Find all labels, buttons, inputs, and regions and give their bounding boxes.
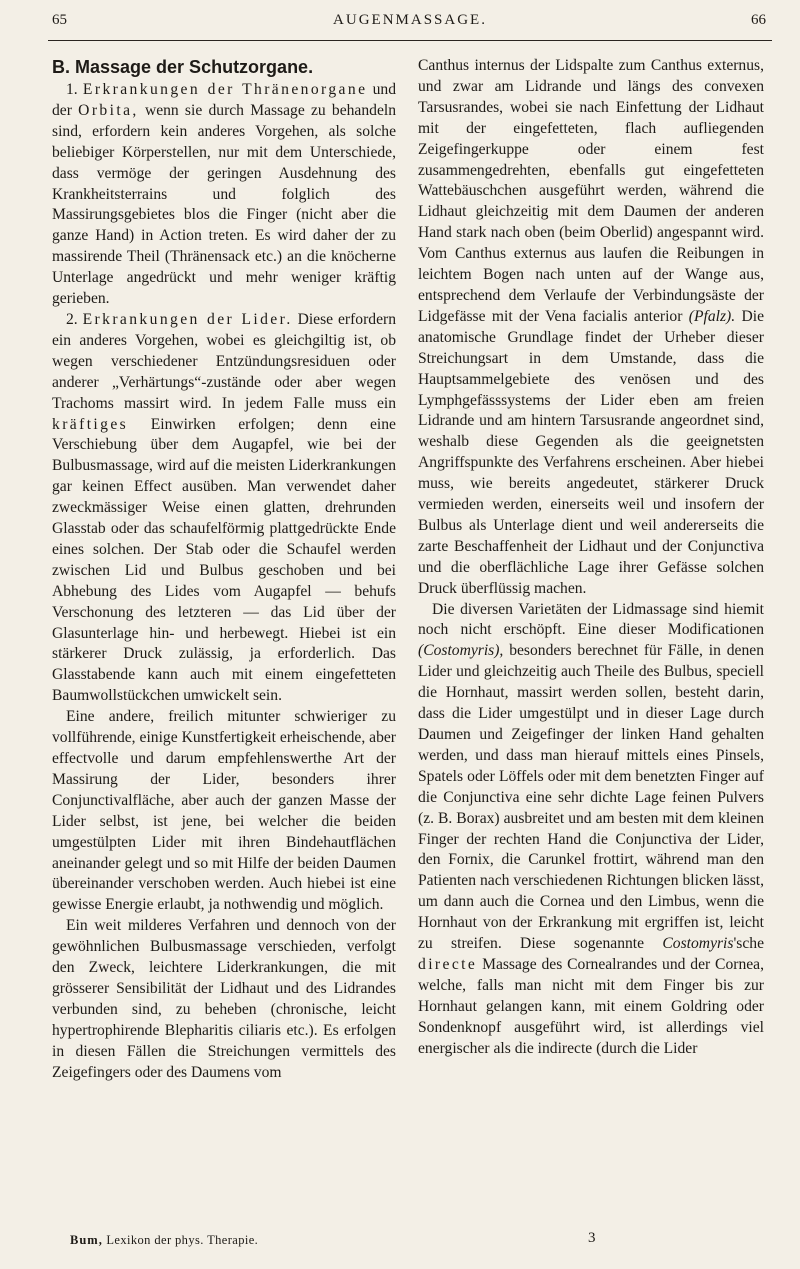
sheet-signature: 3 bbox=[588, 1230, 596, 1246]
paragraph-text: 'sche bbox=[733, 935, 764, 953]
paragraph-text: wenn sie durch Massage zu behandeln sind, erfordern kein anderes Vorgehen, als solche beliebiger Körperstellen, nur mit dem Unterschiede, dass vermöge der geringen Ausdehnung des Krankheitsterrains und folglich des Massirungsgebietes blos die Finger (nicht aber die ganze Hand) in Action treten. Es wird daher der zu massirende Theil (Thränensack etc.) an die knöcherne Unterlage angedrückt und mehr weniger kräftig gerieben. bbox=[52, 101, 397, 308]
citation: Costomyris bbox=[662, 935, 734, 953]
paragraph-thraenenorgane bbox=[52, 80, 396, 310]
emphasis-term: Orbita, bbox=[78, 101, 139, 119]
paragraph-canthus bbox=[418, 56, 764, 600]
running-header bbox=[48, 6, 772, 41]
left-column bbox=[52, 56, 396, 1084]
source-author: Bum, bbox=[70, 1233, 103, 1247]
running-title: AUGENMASSAGE. bbox=[333, 12, 487, 28]
paragraph-varietaeten bbox=[418, 600, 764, 1060]
right-column bbox=[418, 56, 764, 1060]
source-footer bbox=[70, 1233, 258, 1248]
paragraph-text: Einwirken erfolgen; denn eine Verschiebung über dem Augapfel, wie bei der Bulbusmassage, wird auf die meisten Liderkrankungen gar keinen Effect ausüben. Man verwendet daher zweckmässiger Weise einen glatten, drehrunden Glasstab oder das schaufelförmig plattgedrückte Ende eines solchen. Der Stab oder die Schaufel werden zwischen Lid und Bulbus geschoben und bei Abhebung des Lides vom Augapfel — behufs Verschonung des letzteren — das Lid über der Glasunterlage hin- und herbewegt. Hiebei ist ein stärkerer Druck zulässig, ja erforderlich. Das Glasstabende kann auch mit einem eingefetteten Baumwollstückchen umwickelt sein. bbox=[52, 415, 396, 705]
paragraph-text: Diese erfordern ein anderes Vorgehen, wobei es gleichgiltig ist, ob wegen verschiedener Entzündungsresiduen oder anderer „Verhärtungs“-zustände oder aber wegen Trachoms massirt wird. In jedem Falle muss ein bbox=[52, 310, 396, 412]
page-number-left: 65 bbox=[52, 12, 67, 28]
emphasis-term: directe bbox=[418, 955, 478, 973]
source-title: Lexikon der phys. Therapie. bbox=[106, 1233, 259, 1247]
emphasis-term: Erkrankungen der Thränenorgane bbox=[82, 81, 368, 98]
emphasis-term: kräftiges bbox=[52, 415, 129, 433]
citation: (Costomyris), bbox=[418, 642, 504, 660]
paragraph-umgestuelpte-lider: Eine andere, freilich mitunter schwieriger zu vollführende, einige Kunstfertigkeit erheischende, aber effectvolle und darum empfehlenswerthe Art der Massirung der Lider, besonders ihrer Conjunctivalfläche, aber auch der ganzen Masse der Lider selbst, ist jene, bei welcher die beiden umgestülpten Lider mit ihren Bindehautflächen aneinander gelegt und so mit Hilfe der beiden Daumen übereinander verschoben werden. Auch hiebei ist eine gewisse Energie erlaubt, ja nothwendig und möglich. bbox=[52, 708, 396, 914]
section-heading: B. Massage der Schutzorgane. bbox=[52, 57, 314, 77]
page-number-right: 66 bbox=[751, 12, 766, 28]
paragraph-milderes-verfahren: Ein weit milderes Verfahren und dennoch von der gewöhnlichen Bulbusmassage verschieden, verfolgt den Zweck, leichtere Liderkrankungen, die mit grösserer Sensibilität der Lidhaut und des Lidrandes verbunden sind, zu beheben (chronische, leicht hypertrophirende Blepharitis ciliaris etc.). Es erfolgen in diesen Fällen die Streichungen vermittels des Zeigefingers oder des Daumens vom bbox=[52, 917, 396, 1081]
item-number: 1. bbox=[66, 81, 78, 98]
paragraph-lider bbox=[52, 310, 396, 707]
citation: (Pfalz). bbox=[688, 307, 736, 325]
paragraph-text: und der bbox=[52, 81, 397, 119]
paragraph-text: Massage des Cornealrandes und der Cornea, welche, falls man nicht mit dem Finger bis zur Hornhaut gelangen kann, mit einem Goldring oder Sondenknopf ausgeführt wird, ist allerdings viel energischer als die indirecte (durch die Lider bbox=[418, 955, 764, 1057]
paragraph-text: besonders berechnet für Fälle, in denen Lider und gleichzeitig auch Theile des Bulbus, speciell die Hornhaut, massirt werden sollen, besteht darin, dass die Lider umgestülpt und in dieser Lage durch Daumen und Zeigefinger der linken Hand gehalten werden, und dass man hierauf mittels eines Pinsels, Spatels oder Löffels oder mit dem benetzten Finger auf die Conjunctiva eine sehr dichte Lage feinen Pulvers (z. B. Borax) ausbreitet und am besten mit dem kleinen Finger der rechten Hand die Conjunctiva der Lider, den Fornix, die Carunkel frottirt, während man den Patienten nach verschiedenen Richtungen blicken lässt, um dann auch die Cornea und den Limbus, wenn die Hornhaut von der Erkrankung mit ergriffen ist, leicht zu streifen. Diese sogenannte bbox=[418, 642, 764, 953]
paragraph-text: Die diversen Varietäten der Lidmassage sind hiemit noch nicht erschöpft. Eine dieser Modificationen bbox=[418, 600, 764, 639]
paragraph-text: Die anatomische Grundlage findet der Urheber dieser Streichungsart in dem Umstande, dass die Hauptsammelgebiete des venösen und des Lymphgefässsystems der Lider eben am freien Lidrande und am hintern Tarsusrande angeordnet sind, weshalb diese Gegenden als die geeignetsten Angriffspunkte des Verfahrens erscheinen. Aber hiebei muss, wie bereits angedeutet, stärkerer Druck vermieden werden, einerseits weil und insofern der Bulbus als Unterlage dient und weil andererseits die zarte Beschaffenheit der Lidhaut und der Conjunctiva und die oberflächliche Lage ihrer Gefässe solchen Druck überflüssig machen. bbox=[418, 307, 764, 597]
item-number: 2. bbox=[66, 310, 78, 328]
paragraph-text: Canthus internus der Lidspalte zum Canthus externus, und zwar am Lidrande und längs des convexen Tarsusrandes, wobei sie nach Einfettung der Lidhaut mit der eingefetteten, flach aufliegenden Zeigefingerkuppe oder einem fest zusammengedrehten, ebenfalls gut eingefetteten Wattebäuschchen ausgeführt werden, während die Lidhaut gleichzeitig mit dem Daumen der anderen Hand stark nach oben (beim Oberlid) angespannt wird. Vom Canthus externus aus laufen die Reibungen in leichtem Bogen nach unten auf der Wange aus, entsprechend dem Verlaufe der Verbindungsäste der Lidgefässe mit der Vena facialis anterior bbox=[418, 57, 764, 325]
emphasis-term: Erkrankungen der Lider. bbox=[82, 310, 293, 328]
